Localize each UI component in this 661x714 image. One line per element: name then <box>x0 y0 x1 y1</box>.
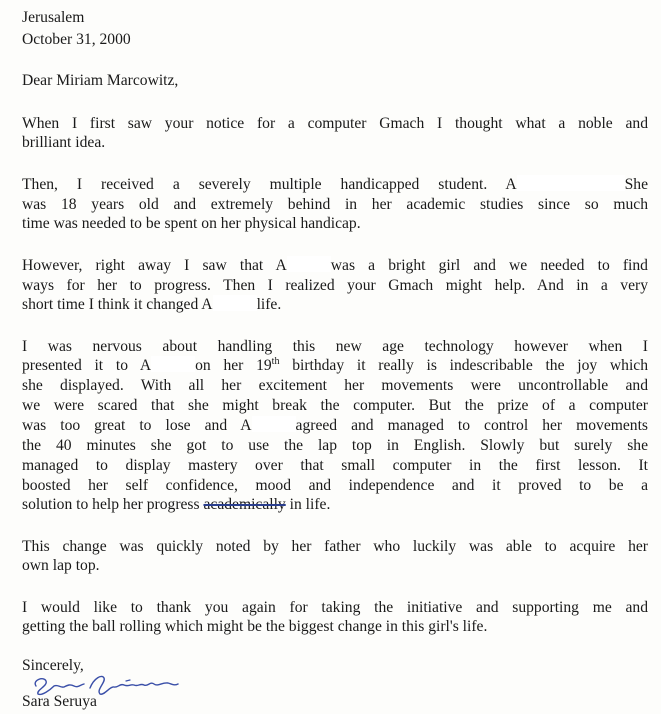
redacted-name <box>517 175 625 191</box>
paragraph-1-line-2: brilliant idea. <box>22 134 106 151</box>
salutation: Dear Miriam Marcowitz, <box>22 72 179 89</box>
paragraph-4-line-1: I was nervous about handling this new age technology however when I <box>22 338 648 355</box>
paragraph-1-line-1: When I first saw your notice for a computer Gmach I thought what a noble and <box>22 115 648 132</box>
paragraph-3-line-2: ways for her to progress. Then I realized your Gmach might help. And in a very <box>22 277 648 294</box>
redacted-name <box>151 356 195 372</box>
paragraph-4-line-2: presented it to A on her 19th birthday it really is indescribable the joy which <box>22 356 648 374</box>
redacted-name <box>252 416 296 432</box>
struck-word: academically <box>203 496 286 513</box>
paragraph-5-line-2: own lap top. <box>22 557 100 574</box>
redacted-name <box>213 295 257 311</box>
paragraph-4-line-6: the 40 minutes she got to use the lap top in English. Slowly but surely she <box>22 437 648 454</box>
paragraph-4-line-5: was too great to lose and A agreed and managed to control her movements <box>22 417 648 434</box>
paragraph-2-line-3: time was needed to be spent on her physical handicap. <box>22 215 361 232</box>
paragraph-6-line-2: getting the ball rolling which might be the biggest change in this girl's life. <box>22 618 488 635</box>
paragraph-5-line-1: This change was quickly noted by her father who luckily was able to acquire her <box>22 538 648 555</box>
paragraph-4-line-4: we were scared that she might break the computer. But the prize of a computer <box>22 397 648 414</box>
paragraph-4-line-8: boosted her self confidence, mood and independence and it proved to be a <box>22 477 648 494</box>
paragraph-6-line-1: I would like to thank you again for taking the initiative and supporting me and <box>22 599 648 616</box>
paragraph-3-line-1: However, right away I saw that A was a bright girl and we needed to find <box>22 257 648 274</box>
letter-place: Jerusalem <box>22 9 85 26</box>
paragraph-2-line-2: was 18 years old and extremely behind in her academic studies since so much <box>22 196 648 213</box>
paragraph-4-line-3: she displayed. With all her excitement her movements were uncontrollable and <box>22 377 648 394</box>
letter-date: October 31, 2000 <box>22 31 131 48</box>
paragraph-3-line-3: short time I think it changed A life. <box>22 296 282 313</box>
signature-name: Sara Seruya <box>22 693 97 710</box>
paragraph-2-line-1: Then, I received a severely multiple handicapped student. A She <box>22 176 648 193</box>
redacted-name <box>287 256 331 272</box>
paragraph-4-line-9: solution to help her progress academically in life. <box>22 496 331 513</box>
closing: Sincerely, <box>22 657 84 674</box>
paragraph-4-line-7: managed to display mastery over that small computer in the first lesson. It <box>22 457 648 474</box>
